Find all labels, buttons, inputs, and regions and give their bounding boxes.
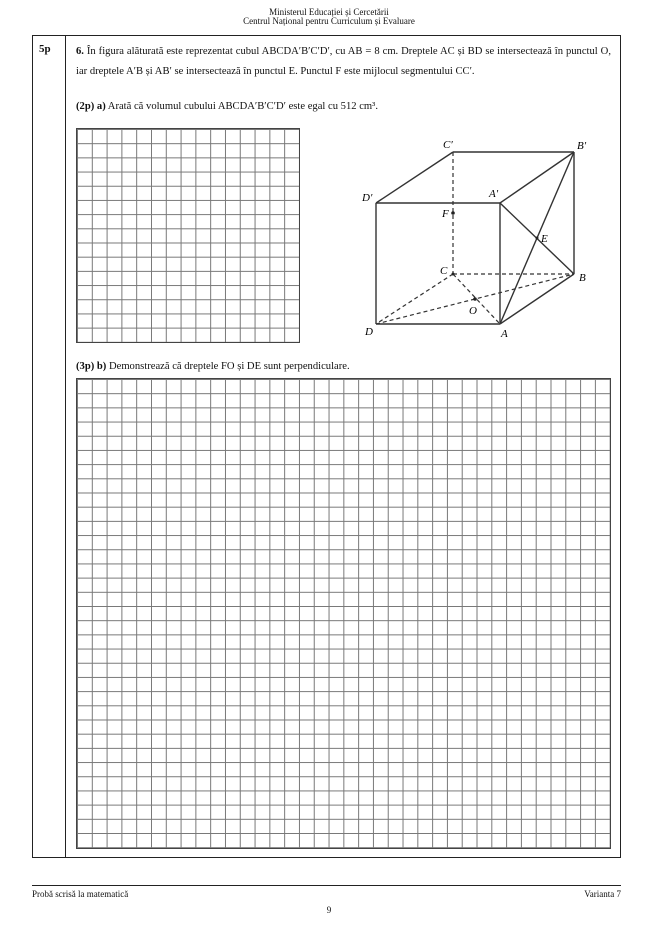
header-ministry: Ministerul Educației și Cercetării (269, 7, 389, 17)
label-o: O (469, 305, 477, 317)
footer-subject: Probă scrisă la matematică (32, 889, 129, 899)
point-f (451, 211, 455, 215)
points-label: 5p (39, 43, 51, 55)
label-b1: B′ (577, 140, 587, 152)
label-c: C (440, 265, 448, 277)
label-c1: C′ (443, 139, 453, 151)
part-b-text: Demonstrează că dreptele FO și DE sunt perpendiculare. (108, 361, 350, 372)
label-a1: A′ (489, 188, 499, 200)
part-a (76, 101, 378, 112)
label-d1: D′ (362, 192, 373, 204)
footer-variant: Varianta 7 (584, 889, 621, 899)
label-f: F (442, 208, 449, 220)
label-d: D (365, 326, 373, 338)
answer-grid-b[interactable] (76, 378, 611, 849)
problem-statement (76, 42, 611, 82)
part-a-points: (2p) a) (76, 101, 106, 112)
header-center: Centrul Național pentru Curriculum și Evaluare (243, 16, 415, 26)
edge-d1c1 (376, 152, 453, 203)
label-a: A (501, 328, 508, 340)
point-c (452, 273, 455, 276)
problem-text: În figura alăturată este reprezentat cubul ABCDA′B′C′D′, cu AB = 8 cm. Dreptele AC și BD se intersectează în punctul O, iar dreptele A′B și AB′ se intersectează în punctul E. Punctul F este mijlocul segmentului CC′. (76, 46, 611, 77)
page-number: 9 (326, 905, 332, 915)
problem-number: 6. (76, 46, 84, 57)
page-header (0, 8, 658, 26)
part-a-text: Arată că volumul cubului ABCDA′B′C′D′ este egal cu 512 cm³. (107, 101, 378, 112)
answer-grid-a[interactable] (76, 128, 300, 343)
part-b (76, 361, 350, 372)
part-b-points: (3p) b) (76, 361, 107, 372)
edge-cd-hidden (376, 274, 453, 324)
footer-rule (32, 885, 621, 886)
label-b: B (579, 272, 586, 284)
column-divider (65, 36, 66, 857)
cube-figure (332, 135, 602, 350)
point-e (536, 237, 539, 240)
point-o (473, 297, 477, 301)
label-e: E (541, 233, 548, 245)
